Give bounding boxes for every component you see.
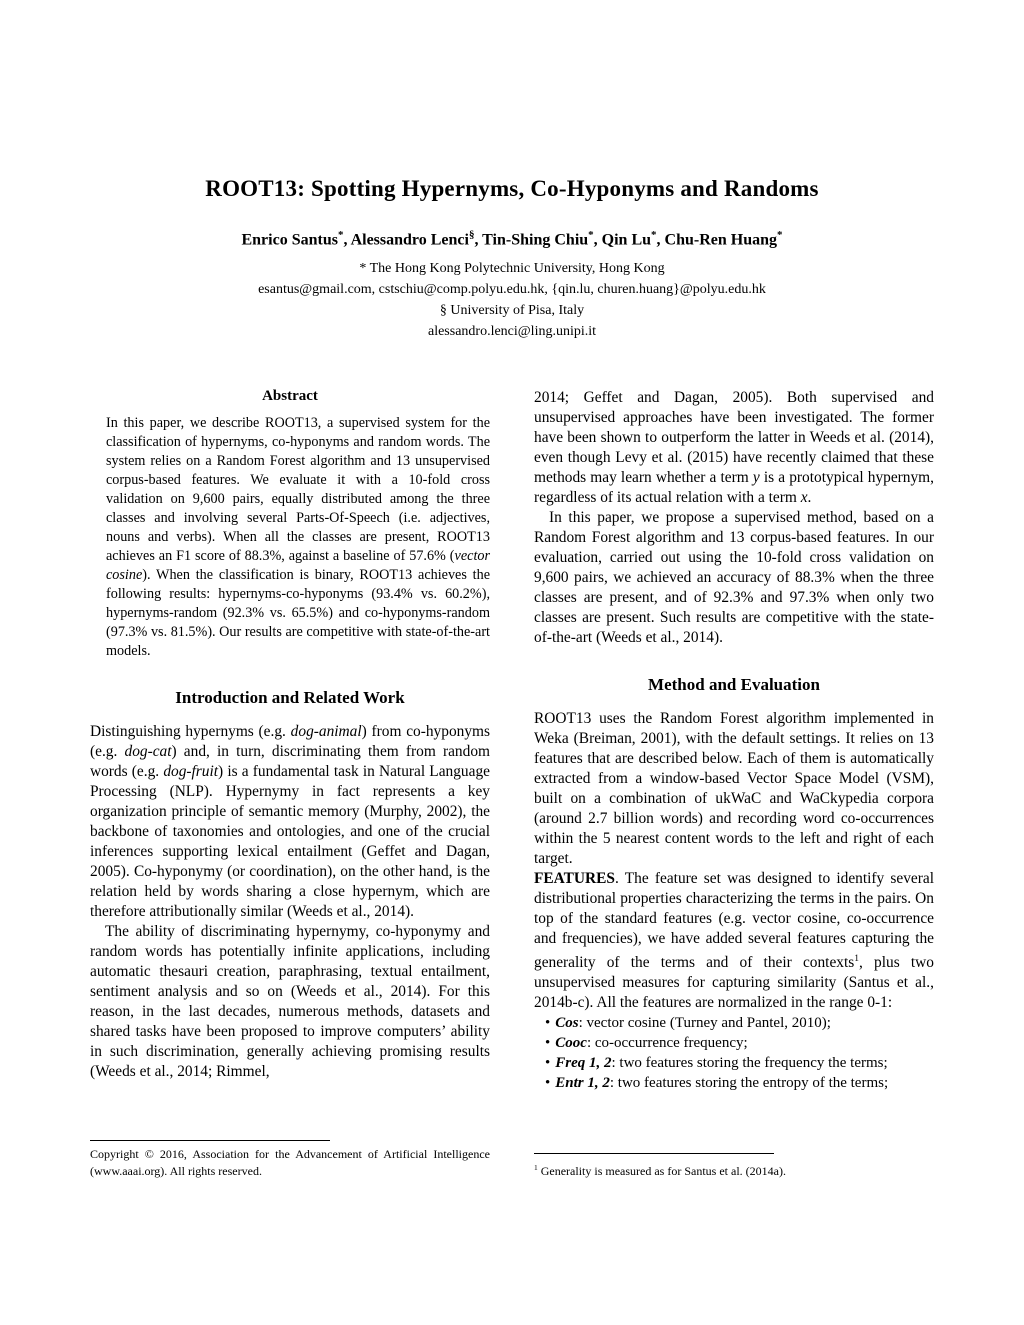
feature-item-entr xyxy=(534,1073,934,1093)
footnote-rule xyxy=(534,1153,774,1154)
page-title: ROOT13: Spotting Hypernyms, Co-Hyponyms and Randoms xyxy=(205,176,819,201)
bullet-icon: • xyxy=(545,1015,551,1032)
features-paragraph: FEATURES. The feature set was designed to identify several distributional properties characterizing the terms in the pairs. On top of the standard features (e.g. vector cosine, co-occurrence and frequencies), we have added several features capturing the generality of the terms and of their contexts$^1$, plus two unsupervised measures for capturing similarity (Santus et al., 2014b-c). All the features are normalized in the range 0-1: xyxy=(534,870,934,1012)
footnote-rule xyxy=(90,1140,330,1141)
email-pisa: alessandro.lenci@ling.unipi.it xyxy=(427,324,597,340)
bullet-icon: • xyxy=(545,1055,551,1072)
authors-line: Enrico Santus*, Alessandro Lenci§, Tin-Shing Chiu*, Qin Lu*, Chu-Ren Huang* xyxy=(241,229,783,249)
feature-item-freq xyxy=(534,1053,934,1073)
feature-item-text: Freq 1, 2: two features storing the frequency the terms; xyxy=(555,1055,888,1072)
method-paragraph: ROOT13 uses the Random Forest algorithm implemented in Weka (Breiman, 2001), with the default settings. It relies on 13 features that are described below. Each of them is automatically extracted from a window-based Vector Space Model (VSM), built on a combination of ukWaC and WaCkypedia corpora (around 2.7 billion words) and recording word co-occurrences within the 5 nearest content words to the left and right of each target. xyxy=(534,710,934,868)
feature-item-cooc xyxy=(534,1033,934,1053)
generality-footnote: $^1$ Generality is measured as for Santus et al. (2014a). xyxy=(534,1163,786,1179)
emails-hongkong: esantus@gmail.com, cstschiu@comp.polyu.edu.hk, {qin.lu, churen.huang}@polyu.edu.hk xyxy=(258,282,766,298)
section-heading-method: Method and Evaluation xyxy=(648,675,820,695)
generality-footnote-block xyxy=(534,1153,934,1180)
intro-paragraph-1: Distinguishing hypernyms (e.g. dog-animal) from co-hyponyms (e.g. dog-cat) and, in turn, discriminating them from random words (e.g. dog-fruit) is a fundamental task in Natural Language Processing (NLP). Hypernymy in fact represents a key organization principle of semantic memory (Murphy, 2002), the backbone of taxonomies and ontologies, and one of the crucial inferences supporting lexical entailment (Geffet and Dagan, 2005). Co-hyponymy (or coordination), on the other hand, is the relation held by words sharing a close hypernym, which are therefore attributionally similar (Weeds et al., 2014). xyxy=(90,723,490,921)
left-column xyxy=(90,388,490,1180)
feature-item-text: Cooc: co-occurrence frequency; xyxy=(555,1035,748,1052)
affiliation-pisa: § University of Pisa, Italy xyxy=(439,303,585,319)
section-heading-introduction: Introduction and Related Work xyxy=(175,688,405,708)
affiliations-block xyxy=(0,258,1024,342)
copyright-footnote-block xyxy=(90,1140,490,1180)
two-column-body xyxy=(0,388,1024,1180)
continuation-paragraph: 2014; Geffet and Dagan, 2005). Both supervised and unsupervised approaches have been investigated. The former have been shown to outperform the latter in Weeds et al. (2014), even though Levy et al. (2015) have recently claimed that these methods may learn whether a term y is a prototypical hypernym, regardless of its actual relation with a term x. xyxy=(534,389,935,507)
copyright-footnote: Copyright © 2016, Association for the Advancement of Artificial Intelligence (www.aaai.org). All rights reserved. xyxy=(90,1147,490,1179)
feature-list xyxy=(534,1013,934,1093)
feature-item-cos xyxy=(534,1013,934,1033)
feature-item-text: Cos: vector cosine (Turney and Pantel, 2010); xyxy=(555,1015,831,1032)
affiliation-hongkong: * The Hong Kong Polytechnic University, Hong Kong xyxy=(359,261,665,277)
proposal-paragraph: In this paper, we propose a supervised method, based on a Random Forest algorithm and 13 corpus-based features. In our evaluation, carried out using the 10-fold cross validation on 9,600 pairs, we achieved an accuracy of 88.3% when the three classes are present, and of 92.3% and 97.3% when only two classes are present. Such results are competitive with the state-of-the-art (Weeds et al., 2014). xyxy=(534,509,934,647)
right-column xyxy=(534,388,934,1180)
abstract-heading: Abstract xyxy=(262,388,318,405)
paper-header xyxy=(0,0,1024,342)
abstract-text: In this paper, we describe ROOT13, a supervised system for the classification of hypernyms, co-hyponyms and random words. The system relies on a Random Forest algorithm and 13 unsupervised corpus-based features. We evaluate it with a 10-fold cross validation on 9,600 pairs, equally distributed among the three classes and involving several Parts-Of-Speech (i.e. adjectives, nouns and verbs). When all the classes are present, ROOT13 achieves an F1 score of 88.3%, against a baseline of 57.6% (vector cosine). When the classification is binary, ROOT13 achieves the following results: hypernyms-co-hyponyms (93.4% vs. 60.2%), hypernyms-random (92.3% vs. 65.5%) and co-hyponyms-random (97.3% vs. 81.5%). Our results are competitive with state-of-the-art models. xyxy=(106,415,490,660)
intro-paragraph-2: The ability of discriminating hypernymy, co-hyponymy and random words has potentially infinite applications, including automatic thesauri creation, paraphrasing, textual entailment, sentiment analysis and so on (Weeds et al., 2014). For this reason, in the last decades, numerous methods, datasets and shared tasks have been proposed to improve computers’ ability in such discrimination, generally achieving promising results (Weeds et al., 2014; Rimmel, xyxy=(90,923,490,1081)
bullet-icon: • xyxy=(545,1075,551,1092)
bullet-icon: • xyxy=(545,1035,551,1052)
feature-item-text: Entr 1, 2: two features storing the entropy of the terms; xyxy=(555,1075,889,1092)
